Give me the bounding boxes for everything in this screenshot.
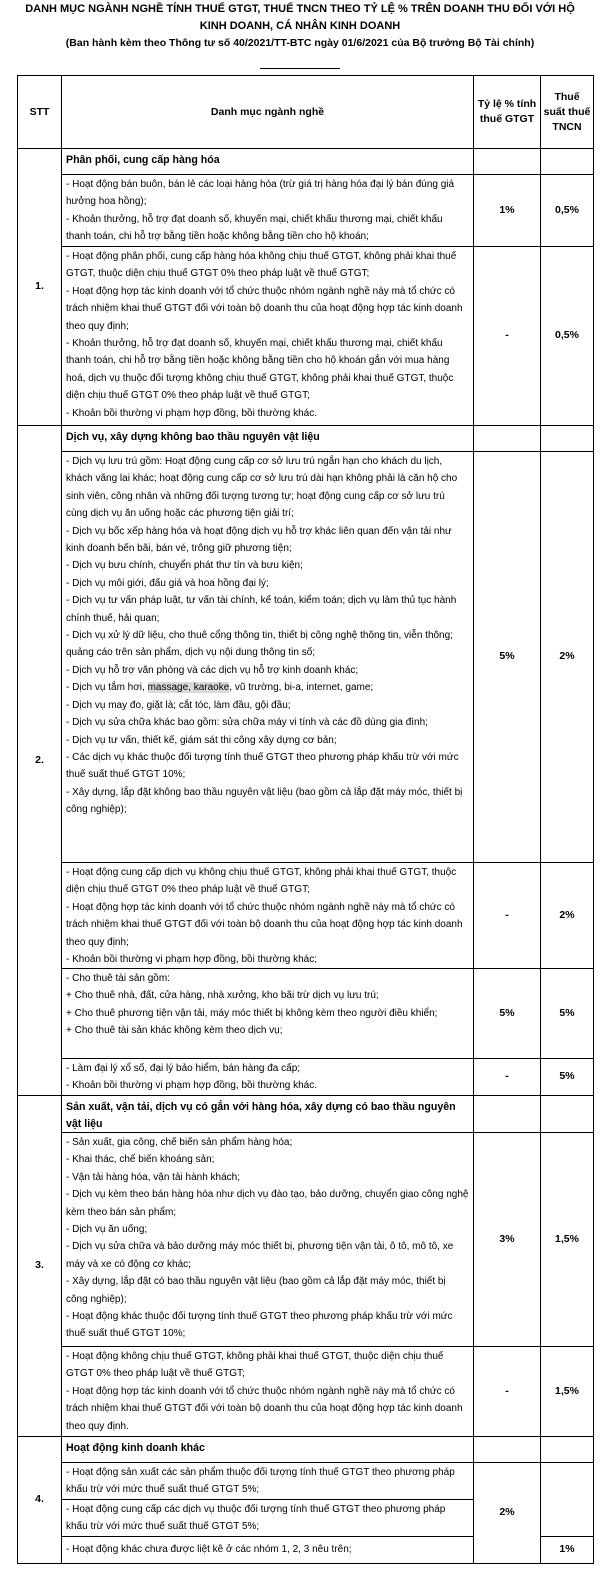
group-1-row-2-pit: 0,5% <box>540 246 594 426</box>
col-header-vat: Tỷ lệ % tính thuế GTGT <box>473 75 541 149</box>
col-header-stt: STT <box>17 75 62 149</box>
title-line-1: DANH MỤC NGÀNH NGHỀ TÍNH THUẾ GTGT, THUẾ TNCN THEO TỶ LỆ % TRÊN DOANH THU ĐỐI VỚI HỘ <box>25 3 575 15</box>
group-1-vat-blank <box>473 148 541 175</box>
title-line-2: KINH DOANH, CÁ NHÂN KINH DOANH <box>199 20 401 32</box>
group-4-vat: 2% <box>473 1462 541 1564</box>
highlighted-text: massage, karaoke <box>147 682 230 694</box>
group-2-row-4-pit: 5% <box>540 1058 594 1096</box>
title-underline <box>260 68 340 69</box>
group-2-row-1-part-b <box>66 679 469 696</box>
group-3-pit-blank <box>540 1095 594 1133</box>
group-2-title: Dịch vụ, xây dựng không bao thầu nguyên vật liệu <box>61 425 474 452</box>
group-2-row-3-pit: 5% <box>540 968 594 1059</box>
group-1-row-2-text: - Hoạt động phân phối, cung cấp hàng hóa không chịu thuế GTGT, không phải khai thuế GTGT, thuộc diện chịu thuế GTGT 0% theo pháp luật về thuế GTGT; - Hoạt động hợp tác kinh doanh với tổ chức thuộc nhóm ngành nghề này mà tổ chức có trách nhiệm khai thuế GTGT đối với toàn bộ doanh thu của hoạt động hợp tác kinh doanh theo quy định; - Khoản thưởng, hỗ trợ đạt doanh số, khuyến mại, chiết khấu thương mại, chiết khấu thanh toán, chi hỗ trợ bằng tiền hoặc không bằng tiền cho hộ khoán gắn với mua hàng hoá, dịch vụ thuộc đối tượng không chịu thuế GTGT, không phải khai thuế GTGT, thuộc diện chịu thuế GTGT 0% theo pháp luật về thuế GTGT; - Khoản bồi thường vi phạm hợp đồng, bồi thường khác. <box>61 246 474 426</box>
subtitle: (Ban hành kèm theo Thông tư số 40/2021/TT-BTC ngày 01/6/2021 của Bộ trưởng Bộ Tài chính) <box>65 37 535 49</box>
group-2-row-1-pit: 2% <box>540 451 594 863</box>
group-2-row-3-vat: 5% <box>473 968 541 1059</box>
group-3-row-1-vat: 3% <box>473 1132 541 1347</box>
group-4-vat-blank <box>473 1436 541 1463</box>
group-2-row-1-part-a: - Dịch vụ lưu trú gồm: Hoạt động cung cấp cơ sở lưu trú ngắn hạn cho khách du lịch, khách vãng lai khác; hoạt động cung cấp cơ sở lưu trú dài hạn không phải là căn hộ cho sinh viên, công nhân và những đối tượng tương tự; hoạt động cung cấp cơ sở lưu trú cùng dịch vụ ăn uống hoặc các phương tiện giải trí; - Dịch vụ bốc xếp hàng hóa và hoạt động dịch vụ hỗ trợ khác liên quan đến vận tải như kinh doanh bến bãi, bán vé, trông giữ phương tiện; - Dịch vụ bưu chính, chuyển phát thư tín và bưu kiện; - Dịch vụ môi giới, đấu giá và hoa hồng đại lý; - Dịch vụ tư vấn pháp luật, tư vấn tài chính, kế toán, kiểm toán; dịch vụ làm thủ tục hành chính thuế, hải quan; - Dịch vụ xử lý dữ liệu, cho thuê cổng thông tin, thiết bị công nghệ thông tin, viễn thông; quảng cáo trên sản phẩm, dịch vụ nội dung thông tin số; - Dịch vụ hỗ trợ văn phòng và các dịch vụ hỗ trợ kinh doanh khác; <box>66 456 458 676</box>
group-2-row-1-vat: 5% <box>473 451 541 863</box>
sauna-suffix: , vũ trường, bi-a, internet, game; <box>229 682 374 694</box>
group-2-row-4-vat: - <box>473 1058 541 1096</box>
group-3-stt: 3. <box>17 1095 62 1437</box>
group-1-pit-blank <box>540 148 594 175</box>
group-3-row-1-text: - Sản xuất, gia công, chế biến sản phẩm hàng hóa; - Khai thác, chế biến khoáng sản; - Vận tải hàng hóa, vận tải hành khách; - Dịch vụ kèm theo bán hàng hóa như dịch vụ đào tạo, bảo dưỡng, chuyển giao công nghệ kèm theo bán sản phẩm; - Dịch vụ ăn uống; - Dịch vụ sửa chữa và bảo dưỡng máy móc thiết bị, phương tiện vận tải, ô tô, mô tô, xe máy và xe có động cơ khác; - Xây dựng, lắp đặt có bao thầu nguyên vật liệu (bao gồm cả lắp đặt máy móc, thiết bị công nghiệp); - Hoạt động khác thuộc đối tượng tính thuế GTGT theo phương pháp khấu trừ với mức thuế suất thuế GTGT 10%; <box>61 1132 474 1347</box>
group-4-pit-blank <box>540 1436 594 1463</box>
group-2-row-1-text <box>61 451 474 863</box>
col-header-category: Danh mục ngành nghề <box>61 75 474 149</box>
group-2-row-1-part-c: - Dịch vụ may đo, giặt là; cắt tóc, làm đầu, gội đầu; - Dịch vụ sửa chữa khác bao gồm: sửa chữa máy vi tính và các đồ dùng gia đình; - Dịch vụ tư vấn, thiết kế, giám sát thi công xây dựng cơ bản; - Các dịch vụ khác thuộc đối tượng tính thuế GTGT theo phương pháp khấu trừ với mức thuế suất thuế GTGT 10%; - Xây dựng, lắp đặt không bao thầu nguyên vật liệu (bao gồm cả lắp đặt máy móc, thiết bị công nghiệp); <box>66 699 463 816</box>
group-2-row-3-text: - Cho thuê tài sản gồm: + Cho thuê nhà, đất, cửa hàng, nhà xưởng, kho bãi trừ dịch vụ lưu trú; + Cho thuê phương tiện vận tải, máy móc thiết bị không kèm theo người điều khiển; + Cho thuê tài sản khác không kèm theo dịch vụ; <box>61 968 474 1059</box>
group-4-pit-blank <box>540 1462 594 1537</box>
group-1-row-2-vat: - <box>473 246 541 426</box>
sauna-prefix: - Dịch vụ tắm hơi, <box>66 682 148 694</box>
col-header-pit: Thuế suất thuế TNCN <box>540 75 594 149</box>
group-4-row-2-text: - Hoạt động cung cấp các dịch vụ thuộc đối tượng tính thuế GTGT theo phương pháp khấu trừ với mức thuế suất thuế GTGT 5%; <box>61 1499 474 1537</box>
group-3-vat-blank <box>473 1095 541 1133</box>
group-3-title: Sản xuất, vận tải, dịch vụ có gắn với hàng hóa, xây dựng có bao thầu nguyên vật liệu <box>61 1095 474 1133</box>
group-2-row-2-vat: - <box>473 862 541 969</box>
group-1-stt: 1. <box>17 148 62 426</box>
group-2-row-2-pit: 2% <box>540 862 594 969</box>
group-3-row-1-pit: 1,5% <box>540 1132 594 1347</box>
group-1-row-1-pit: 0,5% <box>540 174 594 247</box>
group-1-row-1-text: - Hoạt động bán buôn, bán lẻ các loại hàng hóa (trừ giá trị hàng hóa đại lý bán đúng giá hưởng hoa hồng); - Khoản thưởng, hỗ trợ đạt doanh số, khuyến mại, chiết khấu thương mại, chiết khấu thanh toán, chi hỗ trợ bằng tiền hoặc không bằng tiền cho hộ khoán; <box>61 174 474 247</box>
group-4-title: Hoạt động kinh doanh khác <box>61 1436 474 1463</box>
group-4-pit: 1% <box>540 1536 594 1564</box>
group-2-stt: 2. <box>17 425 62 1096</box>
group-3-row-2-pit: 1,5% <box>540 1346 594 1437</box>
group-1-title: Phân phối, cung cấp hàng hóa <box>61 148 474 175</box>
group-4-row-3-text: - Hoạt động khác chưa được liệt kê ở các nhóm 1, 2, 3 nêu trên; <box>61 1536 474 1564</box>
group-3-row-2-text: - Hoạt động không chịu thuế GTGT, không phải khai thuế GTGT, thuộc diện chịu thuế GTGT 0% theo pháp luật về thuế GTGT; - Hoạt động hợp tác kinh doanh với tổ chức thuộc nhóm ngành nghề này mà tổ chức có trách nhiệm khai thuế GTGT đối với toàn bộ doanh thu của hoạt động hợp tác kinh doanh theo quy định. <box>61 1346 474 1437</box>
group-2-row-4-text: - Làm đại lý xổ số, đại lý bảo hiểm, bán hàng đa cấp; - Khoản bồi thường vi phạm hợp đồng, bồi thường khác. <box>61 1058 474 1096</box>
group-4-row-1-text: - Hoạt động sản xuất các sản phẩm thuộc đối tượng tính thuế GTGT theo phương pháp khấu trừ với mức thuế suất thuế GTGT 5%; <box>61 1462 474 1500</box>
group-3-row-2-vat: - <box>473 1346 541 1437</box>
group-2-pit-blank <box>540 425 594 452</box>
group-2-row-2-text: - Hoạt động cung cấp dịch vụ không chịu thuế GTGT, không phải khai thuế GTGT, thuộc diện chịu thuế GTGT 0% theo pháp luật về thuế GTGT; - Hoạt động hợp tác kinh doanh với tổ chức thuộc nhóm ngành nghề này mà tổ chức có trách nhiệm khai thuế GTGT đối với toàn bộ doanh thu của hoạt động hợp tác kinh doanh theo quy định; - Khoản bồi thường vi phạm hợp đồng, bồi thường khác; <box>61 862 474 969</box>
document-header <box>0 0 600 52</box>
group-1-row-1-vat: 1% <box>473 174 541 247</box>
group-4-stt: 4. <box>17 1436 62 1564</box>
group-2-vat-blank <box>473 425 541 452</box>
